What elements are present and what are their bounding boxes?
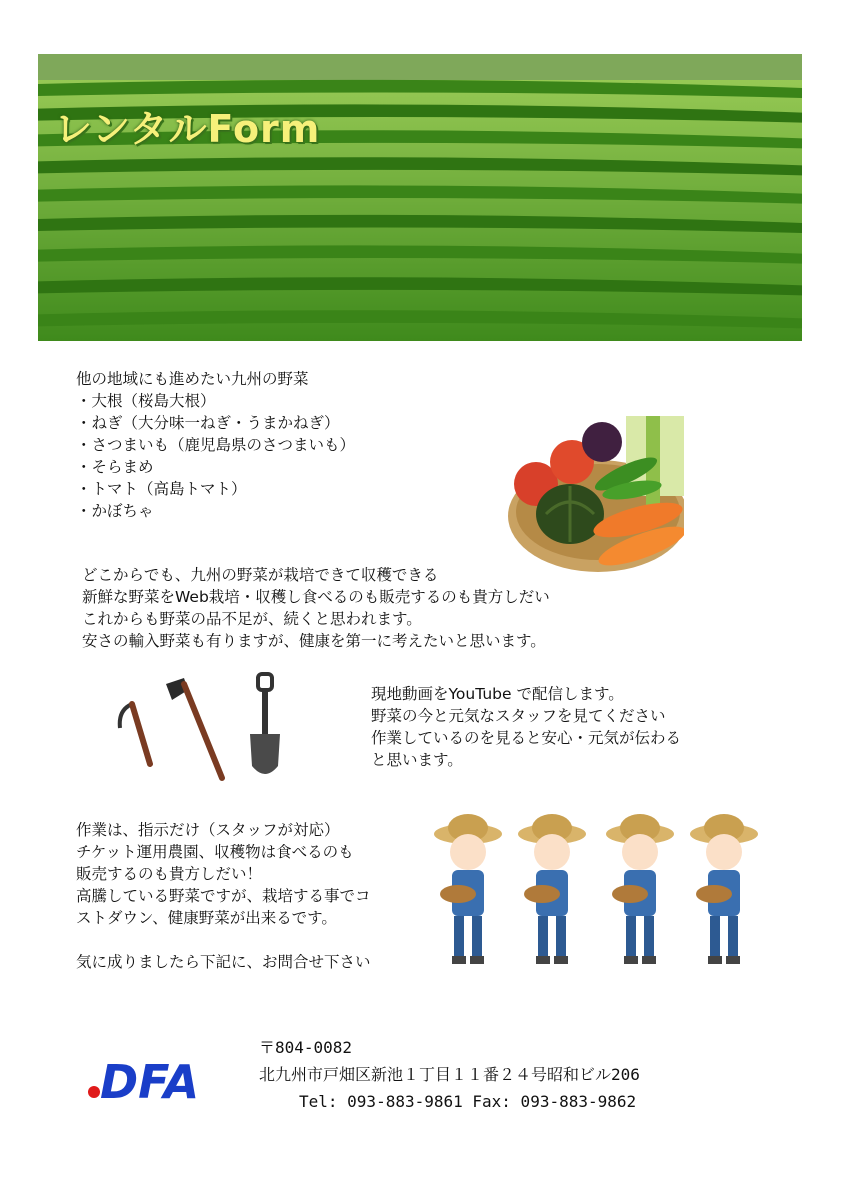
logo-text: DFA xyxy=(100,1055,200,1106)
list-item: ・大根（桜島大根） xyxy=(76,392,216,410)
vegetable-list xyxy=(76,368,355,522)
work-line xyxy=(76,929,371,951)
work-line: 気に成りましたら下記に、お問合せ下さい xyxy=(76,953,371,971)
intro-line: どこからでも、九州の野菜が栽培できて収穫できる xyxy=(82,566,439,584)
hero-banner xyxy=(38,54,802,341)
work-line: チケット運用農園、収穫物は食べるのも xyxy=(76,843,354,861)
staff-figure xyxy=(434,814,502,964)
tel-fax: Tel: 093-883-9861 Fax: 093-883-9862 xyxy=(299,1092,637,1111)
vegetable-list-heading: 他の地域にも進めたい九州の野菜 xyxy=(76,370,309,388)
farm-tools-image xyxy=(110,670,290,782)
work-line: 作業は、指示だけ（スタッフが対応） xyxy=(76,821,340,839)
staff-figure xyxy=(606,814,674,964)
staff-figure xyxy=(518,814,586,964)
intro-line: 新鮮な野菜をWeb栽培・収穫し食べるのも販売するのも貴方しだい xyxy=(82,588,550,606)
intro-line: これからも野菜の品不足が、続くと思われます。 xyxy=(82,610,422,628)
work-paragraph xyxy=(76,819,371,973)
address: 北九州市戸畑区新池１丁目１１番２４号昭和ビル206 xyxy=(259,1065,640,1084)
staff-figure xyxy=(690,814,758,964)
youtube-line: 野菜の今と元気なスタッフを見てください xyxy=(371,707,666,725)
youtube-line: 作業しているのを見ると安心・元気が伝わる xyxy=(371,729,682,747)
postal-code: 〒804-0082 xyxy=(259,1038,353,1057)
work-line: ストダウン、健康野菜が出来るです。 xyxy=(76,909,337,927)
youtube-line: 現地動画をYouTube で配信します。 xyxy=(371,685,624,703)
dfa-logo xyxy=(86,1050,214,1106)
intro-line: 安さの輸入野菜も有りますが、健康を第一に考えたいと思います。 xyxy=(82,632,546,650)
staff-illustration xyxy=(428,812,760,972)
list-item: ・そらまめ xyxy=(76,458,154,476)
youtube-line: と思います。 xyxy=(371,751,463,769)
intro-paragraph xyxy=(82,564,550,652)
work-line: 高騰している野菜ですが、栽培する事でコ xyxy=(76,887,371,905)
list-item: ・ねぎ（大分味一ねぎ・うまかねぎ） xyxy=(76,414,340,432)
contact-block xyxy=(259,1034,640,1115)
list-item: ・かぼちゃ xyxy=(76,502,154,520)
hero-title: レンタルForm xyxy=(54,107,321,151)
vegetable-basket-image xyxy=(506,416,684,572)
list-item: ・トマト（高島トマト） xyxy=(76,480,247,498)
work-line: 販売するのも貴方しだい！ xyxy=(76,865,263,883)
list-item: ・さつまいも（鹿児島県のさつまいも） xyxy=(76,436,356,454)
youtube-paragraph xyxy=(371,683,681,771)
